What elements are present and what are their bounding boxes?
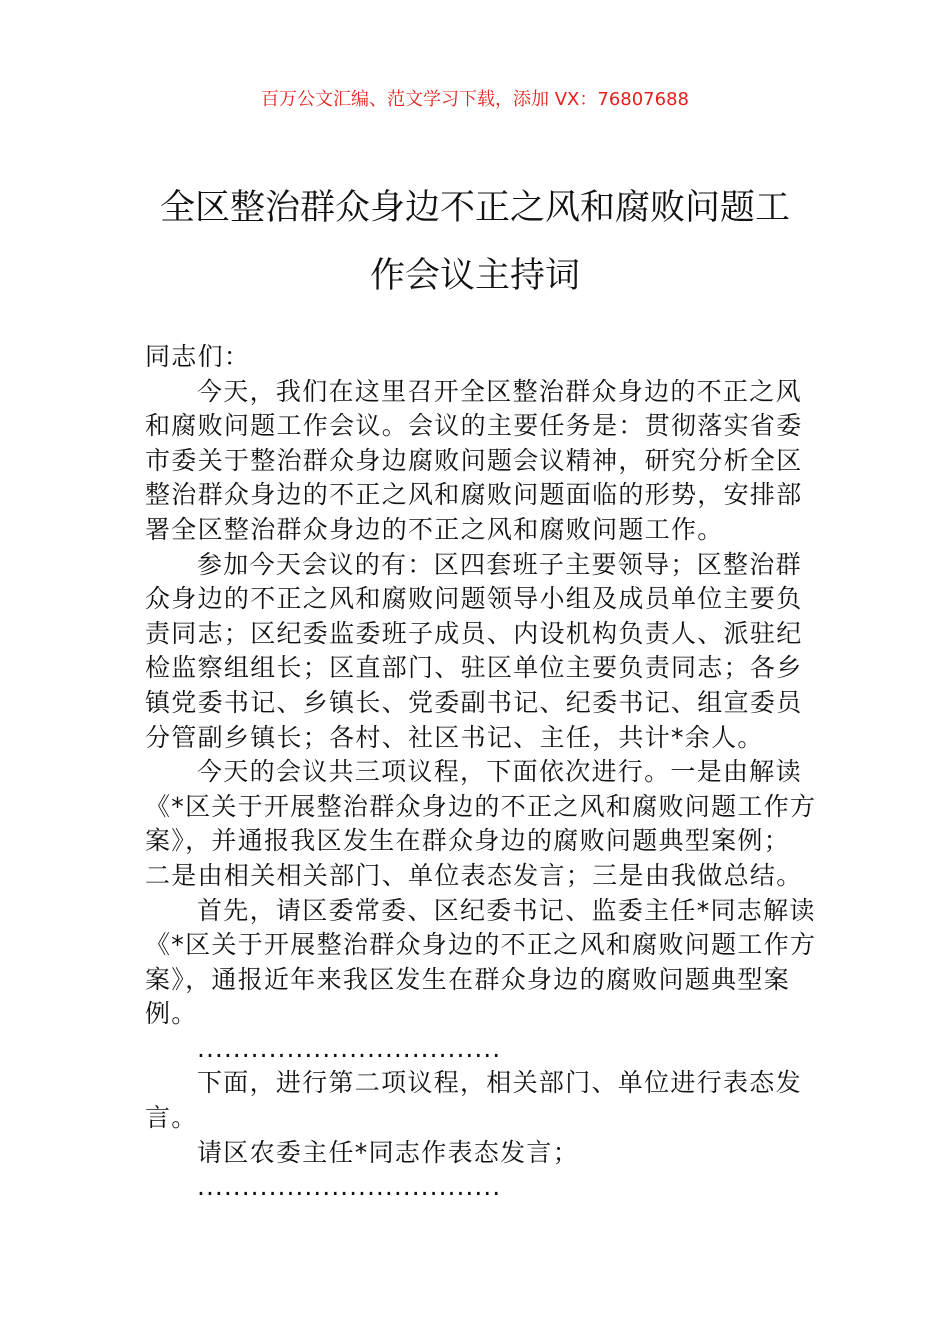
body-text-line: 请区农委主任*同志作表态发言； <box>197 1137 580 1167</box>
body-text-line: 《*区关于开展整治群众身边的不正之风和腐败问题工作方 <box>145 930 817 960</box>
document-body <box>145 340 817 1205</box>
body-text-line: 例。 <box>145 999 198 1029</box>
body-text-line: 案》，并通报我区发生在群众身边的腐败问题典型案例； <box>145 826 791 856</box>
body-text-line: 分管副乡镇长；各村、社区书记、主任，共计*余人。 <box>145 722 764 752</box>
body-text-line: 首先，请区委常委、区纪委书记、监委主任*同志解读 <box>197 895 816 925</box>
document-title-line-1: 全区整治群众身边不正之风和腐败问题工 <box>159 188 790 228</box>
watermark-header: 百万公文汇编、范文学习下载，添加 VX：76807688 <box>261 89 689 110</box>
body-text-line: 下面，进行第二项议程，相关部门、单位进行表态发 <box>197 1068 802 1098</box>
body-text-line: 署全区整治群众身边的不正之风和腐败问题工作。 <box>145 514 724 544</box>
body-text-line: 言。 <box>145 1103 198 1133</box>
body-text-line: 检监察组组长；区直部门、驻区单位主要负责同志；各乡 <box>145 653 803 683</box>
body-text-line: 整治群众身边的不正之风和腐败问题面临的形势，安排部 <box>145 480 803 510</box>
body-text-line: 和腐败问题工作会议。会议的主要任务是：贯彻落实省委 <box>145 411 803 441</box>
body-text-line: 镇党委书记、乡镇长、党委副书记、纪委书记、组宣委员 <box>145 687 803 717</box>
body-text-line: 责同志；区纪委监委班子成员、内设机构负责人、派驻纪 <box>145 618 803 648</box>
body-text-line: 参加今天会议的有：区四套班子主要领导；区整治群 <box>197 549 802 579</box>
body-text-line: 今天，我们在这里召开全区整治群众身边的不正之风 <box>197 376 802 406</box>
body-text-line: 二是由相关相关部门、单位表态发言；三是由我做总结。 <box>145 860 803 890</box>
body-text-line: .................................. <box>197 1033 502 1063</box>
body-text-line: 同志们： <box>145 342 251 371</box>
body-text-line: 众身边的不正之风和腐败问题领导小组及成员单位主要负 <box>145 584 803 614</box>
body-text-line: 《*区关于开展整治群众身边的不正之风和腐败问题工作方 <box>145 791 817 821</box>
document-title-line-2: 作会议主持词 <box>369 256 580 296</box>
body-text-line: .................................. <box>197 1172 502 1202</box>
body-text-line: 案》，通报近年来我区发生在群众身边的腐败问题典型案 <box>145 964 791 994</box>
body-text-line: 今天的会议共三项议程，下面依次进行。一是由解读 <box>197 757 802 787</box>
body-text-line: 市委关于整治群众身边腐败问题会议精神，研究分析全区 <box>145 445 803 475</box>
